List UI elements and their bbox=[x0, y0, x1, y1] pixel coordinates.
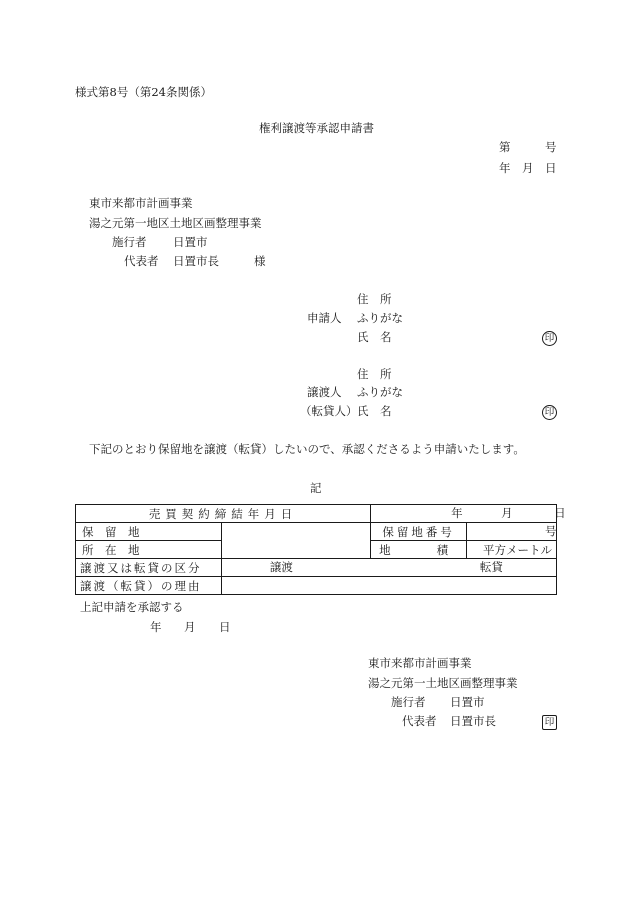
doc-number-suffix: 号 bbox=[545, 140, 557, 154]
addressee-line2: 湯之元第一地区土地区画整理事業 bbox=[89, 216, 262, 230]
table-row bbox=[76, 523, 557, 541]
area-unit: 平方メートル bbox=[467, 541, 557, 559]
addressee-rep-label: 代表者 bbox=[124, 254, 159, 268]
contract-year: 年 bbox=[451, 506, 463, 520]
location-value[interactable] bbox=[221, 523, 370, 559]
form-number: 様式第8号（第24条関係） bbox=[75, 85, 212, 99]
applicant-furigana-label: ふりがな bbox=[357, 311, 403, 325]
addressee-executor-value: 日置市 bbox=[173, 235, 208, 249]
addressee-rep-value: 日置市長 bbox=[173, 254, 219, 268]
area-label: 地 積 bbox=[371, 541, 467, 559]
date-day: 日 bbox=[545, 161, 557, 175]
document-title: 権利譲渡等承認申請書 bbox=[259, 121, 374, 135]
approval-day: 日 bbox=[219, 620, 231, 634]
ki-heading: 記 bbox=[310, 481, 322, 495]
request-statement: 下記のとおり保留地を譲渡（転貸）したいので、承認くださるよう申請いたします。 bbox=[89, 442, 525, 456]
contract-date-label: 売買契約締結年月日 bbox=[76, 505, 371, 523]
applicant-name-label: 氏 名 bbox=[357, 330, 392, 344]
table-row bbox=[76, 505, 557, 523]
transferor-address-label: 住 所 bbox=[357, 367, 392, 381]
approval-year: 年 bbox=[150, 620, 162, 634]
contract-date-value[interactable] bbox=[371, 505, 566, 523]
table-row bbox=[76, 559, 557, 577]
date-month: 月 bbox=[522, 161, 534, 175]
lot-number-label: 保留地番号 bbox=[371, 523, 467, 541]
contract-month: 月 bbox=[501, 506, 513, 520]
lot-number-value[interactable] bbox=[467, 523, 557, 541]
approver-line2: 湯之元第一土地区画整理事業 bbox=[368, 676, 518, 690]
transferor-label: 譲渡人 bbox=[307, 385, 342, 399]
approval-month: 月 bbox=[184, 620, 196, 634]
approver-seal-icon: 印 bbox=[542, 715, 557, 730]
approver-executor-value: 日置市 bbox=[450, 695, 485, 709]
location-label-2: 所 在 地 bbox=[76, 541, 222, 559]
transferor-name-label: 氏 名 bbox=[357, 404, 392, 418]
details-table bbox=[75, 504, 566, 595]
approver-rep-label: 代表者 bbox=[402, 714, 437, 728]
category-value[interactable] bbox=[221, 559, 556, 577]
category-label: 譲渡又は転貸の区分 bbox=[76, 559, 222, 577]
approver-rep-value: 日置市長 bbox=[450, 714, 496, 728]
approval-text: 上記申請を承認する bbox=[80, 600, 184, 614]
approver-line1: 東市来都市計画事業 bbox=[368, 656, 472, 670]
approver-executor-label: 施行者 bbox=[391, 695, 426, 709]
reason-label: 譲渡（転貸）の理由 bbox=[76, 577, 222, 595]
applicant-seal-icon: 印 bbox=[542, 331, 557, 346]
transferor-seal-icon: 印 bbox=[542, 405, 557, 420]
addressee-executor-label: 施行者 bbox=[112, 235, 147, 249]
reason-value[interactable] bbox=[221, 577, 556, 595]
lot-number-unit: 号 bbox=[545, 524, 557, 538]
date-year: 年 bbox=[499, 161, 511, 175]
category-option-transfer: 譲渡 bbox=[269, 560, 293, 574]
applicant-address-label: 住 所 bbox=[357, 292, 392, 306]
transferor-furigana-label: ふりがな bbox=[357, 385, 403, 399]
location-label-1: 保 留 地 bbox=[76, 523, 222, 541]
addressee-line1: 東市来都市計画事業 bbox=[89, 196, 193, 210]
addressee-honorific: 様 bbox=[254, 254, 266, 268]
contract-day: 日 bbox=[554, 506, 566, 520]
category-option-sublease: 転貸 bbox=[479, 560, 503, 574]
transferor-sub-label: （転貸人） bbox=[300, 404, 358, 418]
applicant-label: 申請人 bbox=[307, 311, 342, 325]
table-row bbox=[76, 577, 557, 595]
doc-number-prefix: 第 bbox=[499, 140, 511, 154]
